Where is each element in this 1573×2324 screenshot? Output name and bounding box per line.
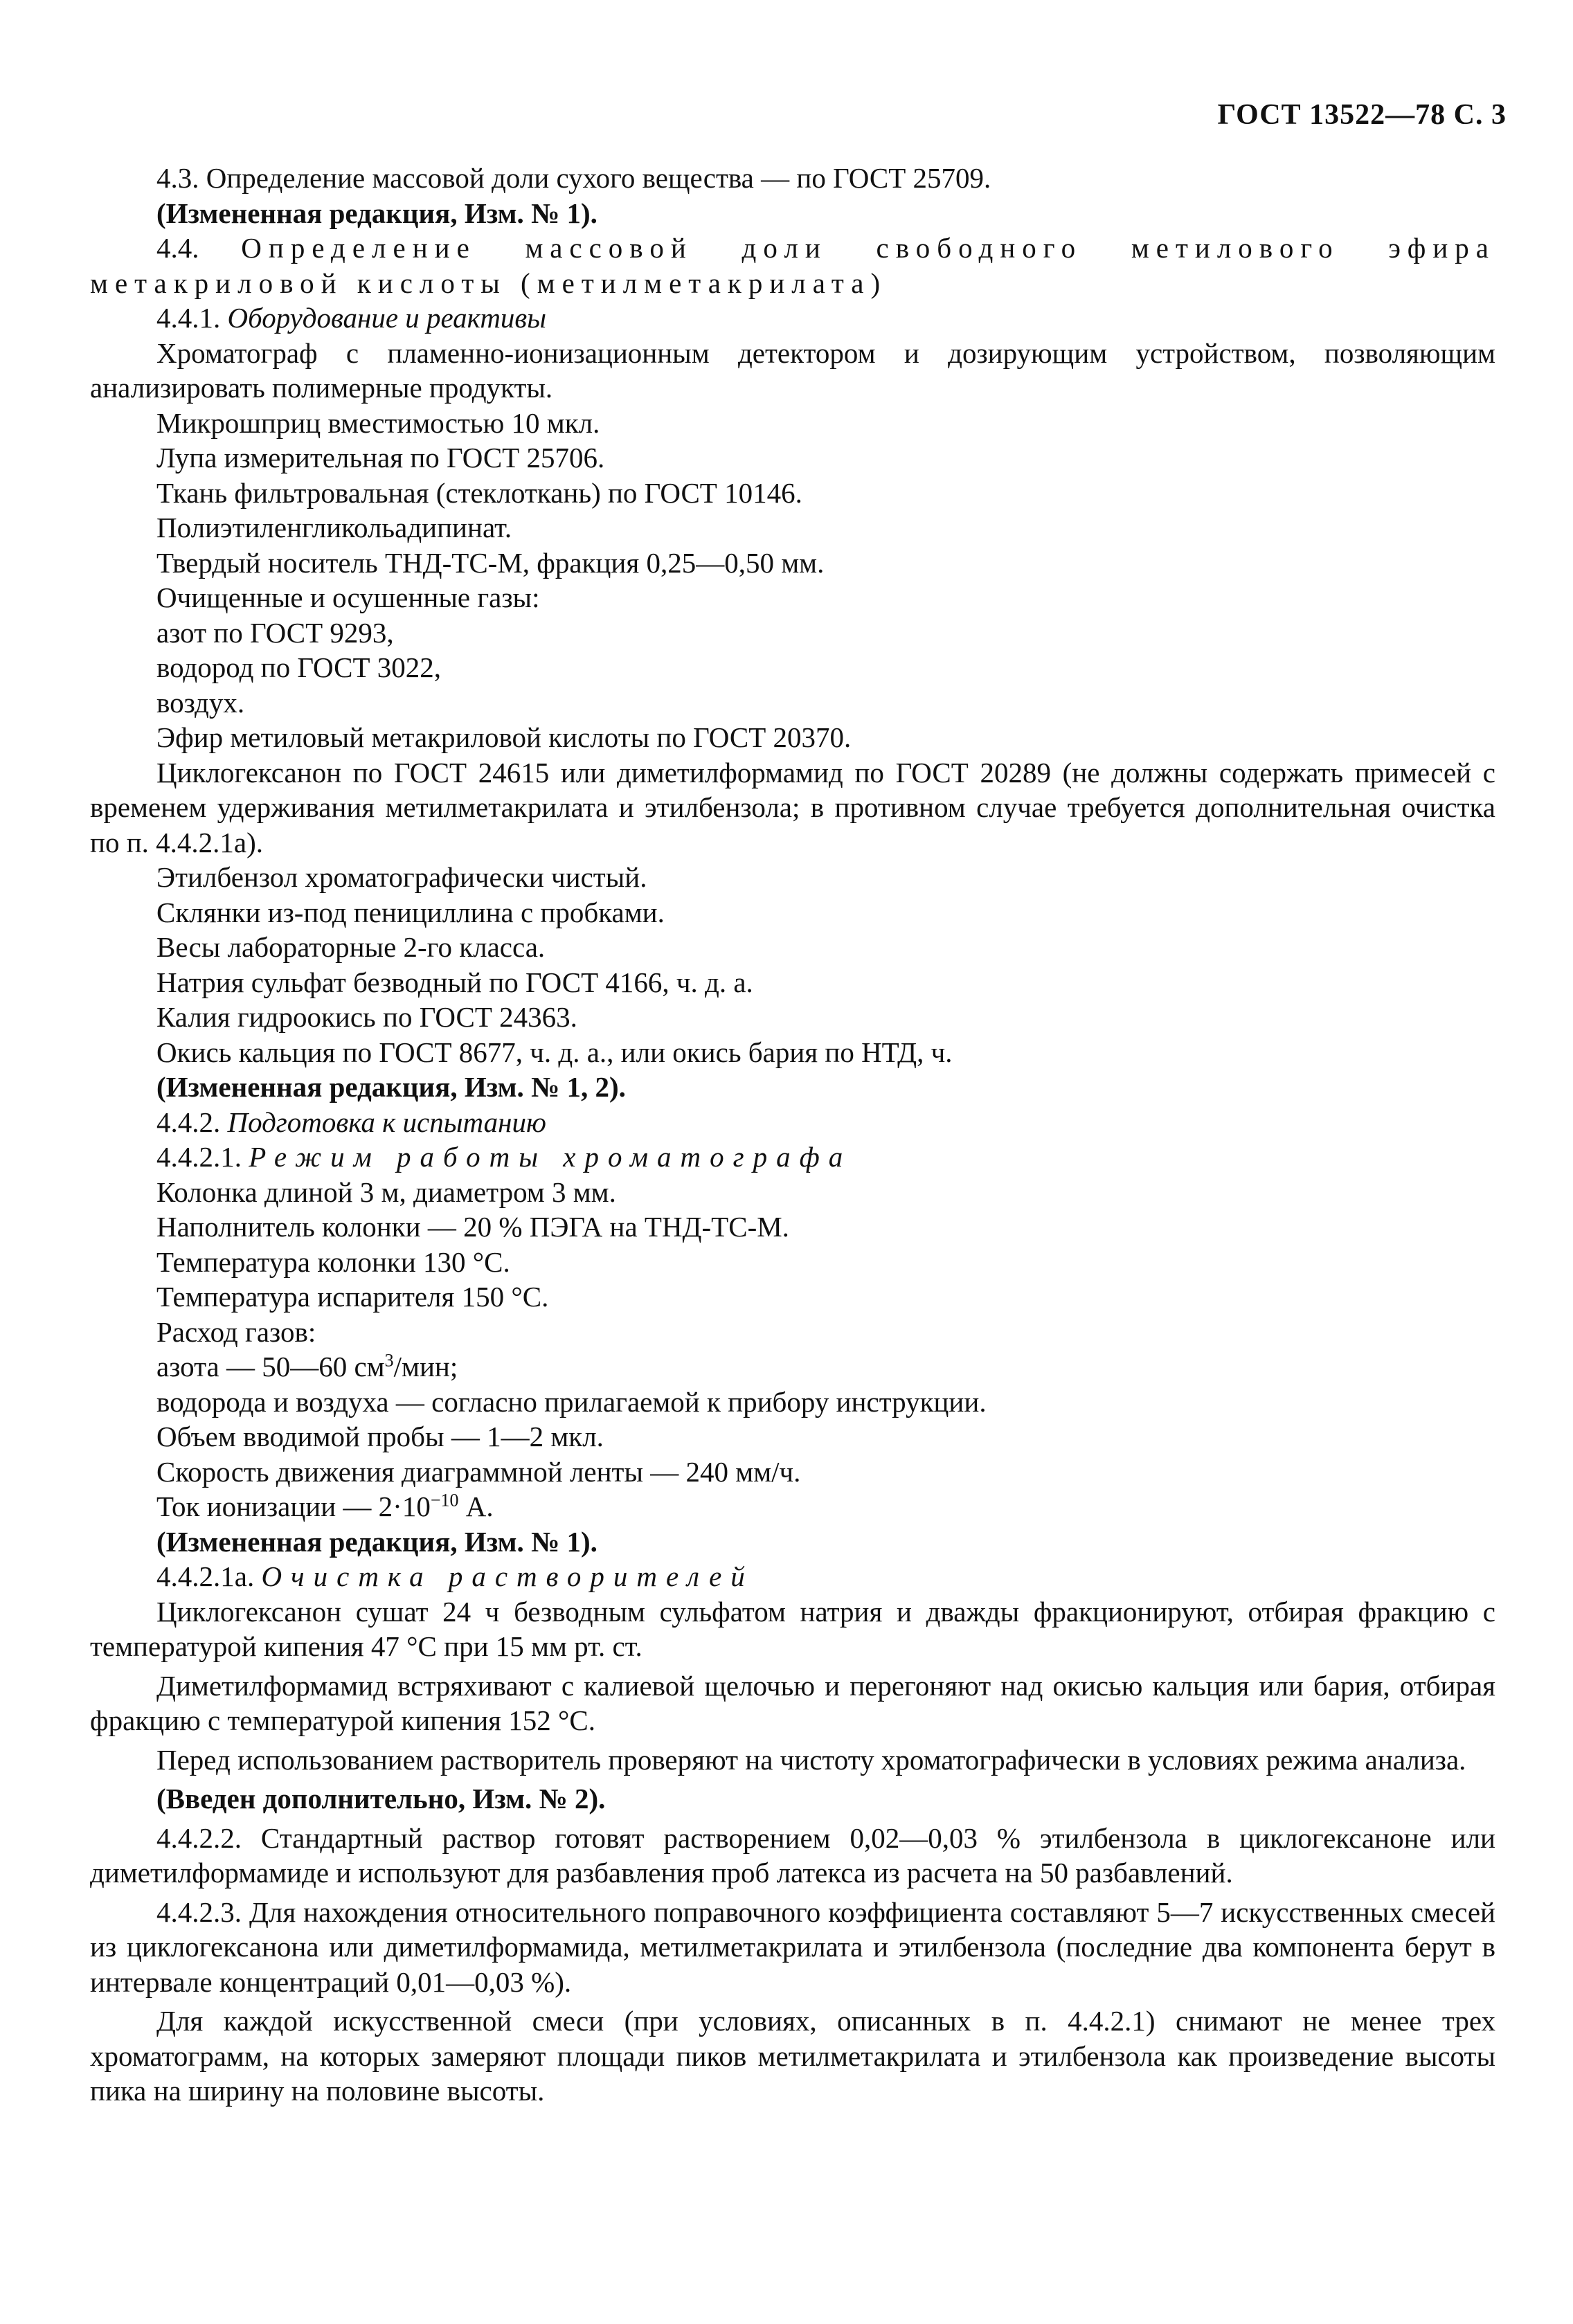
- list-item: Полиэтиленгликольадипинат.: [156, 512, 512, 543]
- section-title: Режим работы хроматографа: [249, 1141, 852, 1173]
- list-item: Очищенные и осушенные газы:: [156, 582, 540, 613]
- amendment-note: (Введен дополнительно, Изм. № 2).: [156, 1783, 606, 1814]
- list-item: водород по ГОСТ 3022,: [156, 651, 442, 683]
- list-item: Микрошприц вместимостью 10 мкл.: [156, 406, 600, 439]
- text-fragment: Ток ионизации — 2·10: [156, 1490, 431, 1522]
- subsection-heading: [90, 1140, 1495, 1175]
- paragraph: 4.4.2.3. Для нахождения относительного поправочного коэффициента составляют 5—7 искусственных смесей из циклогексанона или диметилформамида, метилметакрилата и этилбензола (последние два компонента берут в интервале концентраций 0,01—0,03 %).: [90, 1895, 1495, 1998]
- list-item: Твердый носитель ТНД-ТС-М, фракция 0,25—0,50 мм.: [156, 546, 825, 579]
- list-item: Температура колонки 130 °С.: [156, 1245, 510, 1278]
- list-item: Окись кальция по ГОСТ 8677, ч. д. а., или окись бария по НТД, ч.: [156, 1036, 953, 1068]
- list-item: Объем вводимой пробы — 1—2 мкл.: [156, 1421, 604, 1452]
- section-number: 4.4.: [156, 232, 242, 264]
- subsection-heading: [90, 1559, 1495, 1594]
- section-title: Очистка растворителей: [261, 1560, 754, 1592]
- list-item: Скорость движения диаграммной ленты — 240 мм/ч.: [156, 1455, 801, 1488]
- paragraph: Хроматограф с пламенно-ионизационным детектором и дозирующим устройством, позволяющим анализировать полимерные продукты.: [90, 336, 1495, 404]
- list-item: Весы лабораторные 2-го класса.: [156, 931, 546, 963]
- list-item: Эфир метиловый метакриловой кислоты по ГОСТ 20370.: [156, 721, 852, 753]
- paragraph: Для каждой искусственной смеси (при условиях, описанных в п. 4.4.2.1) снимают не менее трех хроматограмм, на которых замеряют площади пиков метилметакрилата и этилбензола как произведение высоты пика на ширину на половине высоты.: [90, 2005, 1495, 2107]
- section-title: Определение массовой доли свободного метилового эфира метакриловой кислоты (метилметакрилата): [90, 232, 1495, 299]
- subsection-heading: [90, 300, 1495, 336]
- list-item: Наполнитель колонки — 20 % ПЭГА на ТНД-ТС-М.: [156, 1211, 789, 1243]
- list-item: [90, 1489, 1495, 1524]
- document-body: [90, 161, 1495, 2109]
- paragraph: 4.3. Определение массовой доли сухого вещества — по ГОСТ 25709.: [156, 162, 991, 194]
- list-item: Натрия сульфат безводный по ГОСТ 4166, ч. д. а.: [156, 966, 753, 998]
- paragraph: 4.4.2.2. Стандартный раствор готовят растворением 0,02—0,03 % этилбензола в циклогексаноне или диметилформамиде и используют для разбавления проб латекса из расчета на 50 разбавлений.: [90, 1821, 1495, 1889]
- list-item: водорода и воздуха — согласно прилагаемой к прибору инструкции.: [156, 1385, 987, 1418]
- list-item: Расход газов:: [156, 1315, 316, 1348]
- amendment-note: (Измененная редакция, Изм. № 1).: [156, 197, 597, 229]
- list-item: Этилбензол хроматографически чистый.: [156, 861, 647, 893]
- text-fragment: /мин;: [393, 1351, 458, 1382]
- paragraph: Диметилформамид встряхивают с калиевой щелочью и перегоняют над окисью кальция или бария, отбирая фракцию с температурой кипения 152 °С.: [90, 1669, 1495, 1736]
- list-item: Лупа измерительная по ГОСТ 25706.: [156, 442, 605, 474]
- paragraph: Циклогексанон сушат 24 ч безводным сульфатом натрия и дважды фракционируют, отбирая фракцию с температурой кипения 47 °С при 15 мм рт. ст.: [90, 1595, 1495, 1662]
- list-item: воздух.: [156, 686, 245, 719]
- superscript: −10: [430, 1490, 459, 1511]
- paragraph: Циклогексанон по ГОСТ 24615 или диметилформамид по ГОСТ 20289 (не должны содержать примесей с временем удерживания метилметакрилата и этилбензола; в противном случае требуется дополнительная очистка по п. 4.4.2.1а).: [90, 756, 1495, 858]
- list-item: [90, 1349, 1495, 1385]
- section-number: 4.4.2.: [156, 1106, 228, 1138]
- list-item: Ткань фильтровальная (стеклоткань) по ГОСТ 10146.: [156, 476, 802, 509]
- section-title: Подготовка к испытанию: [227, 1106, 546, 1138]
- list-item: Калия гидроокись по ГОСТ 24363.: [156, 1001, 577, 1033]
- list-item: азот по ГОСТ 9293,: [156, 616, 394, 649]
- amendment-note: (Измененная редакция, Изм. № 1).: [156, 1525, 597, 1558]
- superscript: 3: [384, 1350, 394, 1371]
- paragraph: Перед использованием растворитель проверяют на чистоту хроматографически в условиях режима анализа.: [156, 1743, 1466, 1776]
- section-heading: [90, 231, 1495, 300]
- list-item: Склянки из-под пенициллина с пробками.: [156, 896, 665, 928]
- section-number: 4.4.1.: [156, 302, 228, 334]
- page-header: ГОСТ 13522—78 С. 3: [1217, 99, 1507, 131]
- list-item: Колонка длиной 3 м, диаметром 3 мм.: [156, 1175, 616, 1208]
- subsection-heading: [90, 1105, 1495, 1140]
- section-number: 4.4.2.1.: [156, 1141, 249, 1173]
- list-item: Температура испарителя 150 °С.: [156, 1281, 549, 1313]
- section-title: Оборудование и реактивы: [227, 302, 546, 334]
- text-fragment: А.: [458, 1490, 494, 1522]
- amendment-note: (Измененная редакция, Изм. № 1, 2).: [156, 1071, 626, 1103]
- text-fragment: азота — 50—60 см: [156, 1351, 385, 1382]
- section-number: 4.4.2.1а.: [156, 1560, 262, 1592]
